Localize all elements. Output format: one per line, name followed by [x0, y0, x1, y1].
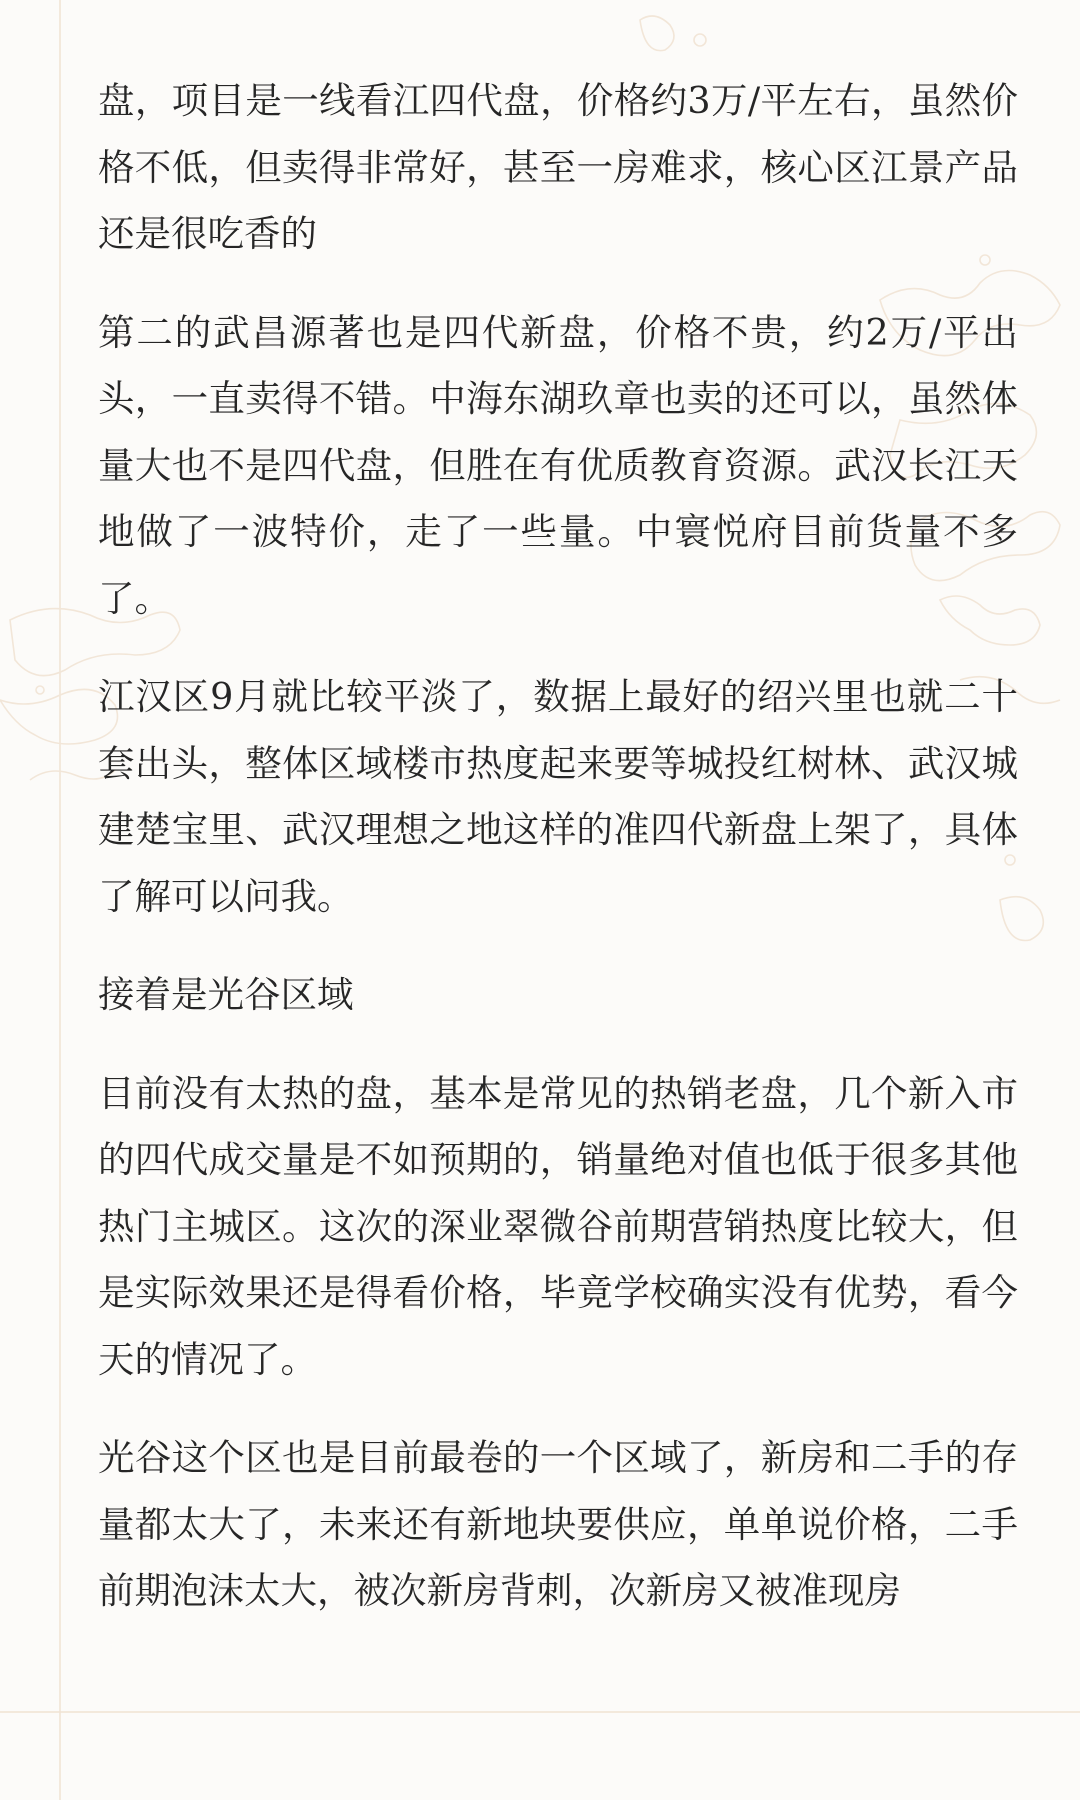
- paragraph-4-section-heading: 接着是光谷区域: [98, 973, 354, 1016]
- paragraph-6: 光谷这个区也是目前最卷的一个区域了，新房和二手的存量都太大了，未来还有新地块要供应，单单说价格，二手前期泡沫太大，被次新房背刺，次新房又被准现房: [98, 1436, 1018, 1612]
- paragraph-3: 江汉区9月就比较平淡了，数据上最好的绍兴里也就二十套出头，整体区域楼市热度起来要等城投红树林、武汉城建楚宝里、武汉理想之地这样的准四代新盘上架了，具体了解可以问我。: [98, 675, 1018, 918]
- article-body: [98, 68, 1018, 1657]
- paragraph-2: 第二的武昌源著也是四代新盘，价格不贵，约2万/平出头，一直卖得不错。中海东湖玖章也卖的还可以，虽然体量大也不是四代盘，但胜在有优质教育资源。武汉长江天地做了一波特价，走了一些量。中寰悦府目前货量不多了。: [98, 310, 1018, 620]
- paragraph-1: 盘，项目是一线看江四代盘，价格约3万/平左右，虽然价格不低，但卖得非常好，甚至一房难求，核心区江景产品还是很吃香的: [98, 79, 1018, 255]
- paragraph-5: 目前没有太热的盘，基本是常见的热销老盘，几个新入市的四代成交量是不如预期的，销量绝对值也低于很多其他热门主城区。这次的深业翠微谷前期营销热度比较大，但是实际效果还是得看价格，毕竟学校确实没有优势，看今天的情况了。: [98, 1071, 1018, 1381]
